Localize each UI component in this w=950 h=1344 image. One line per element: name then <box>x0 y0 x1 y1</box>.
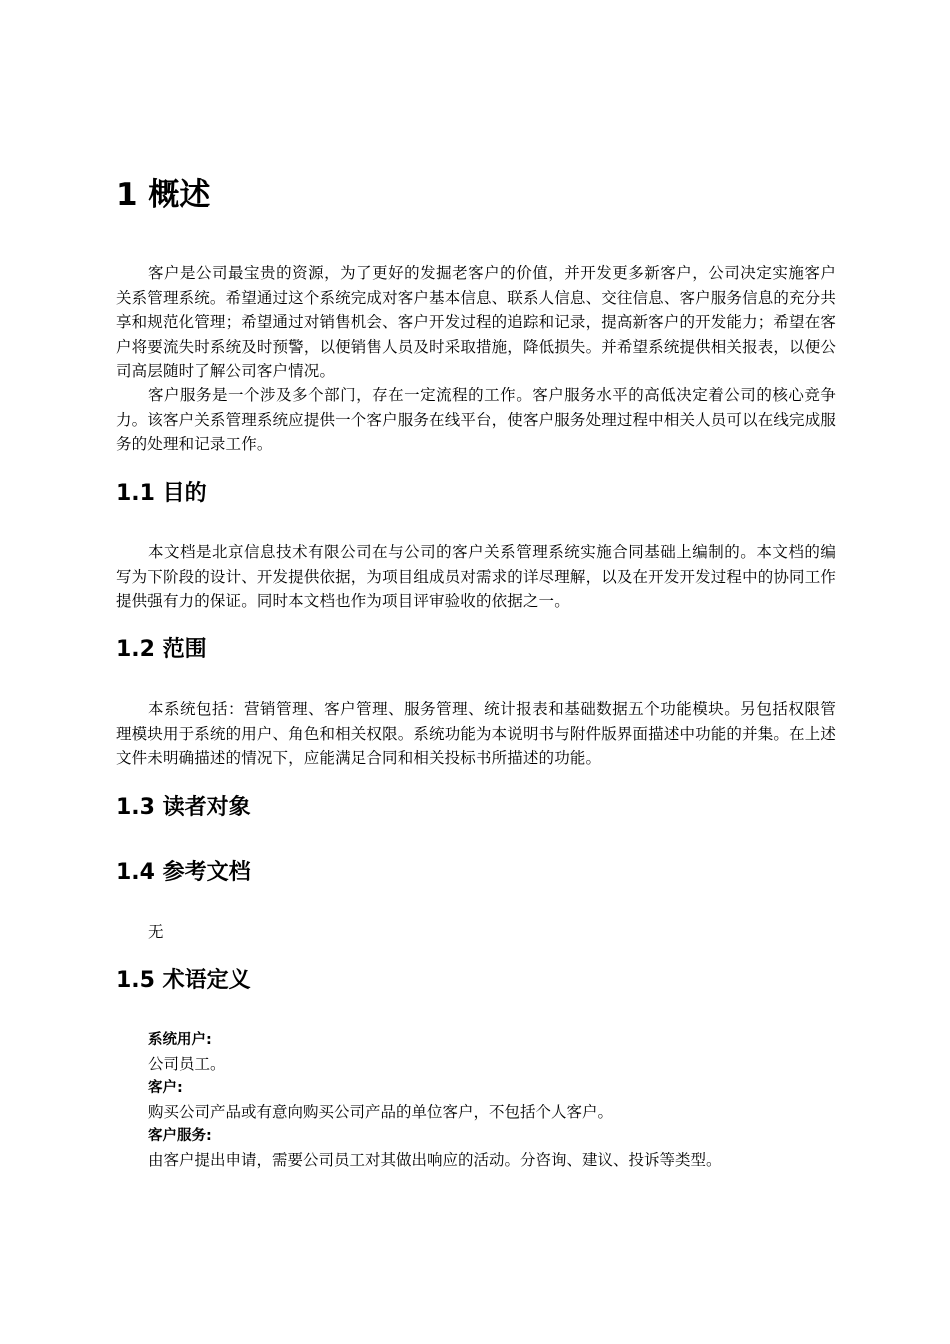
overview-paragraph-2: 客户服务是一个涉及多个部门，存在一定流程的工作。客户服务水平的高低决定着公司的核心竞争力。该客户关系管理系统应提供一个客户服务在线平台，使客户服务处理过程中相关人员可以在线完成服务的处理和记录工作。 <box>116 386 836 453</box>
term-label: 客户: <box>148 1080 183 1096</box>
references-heading: 1.4 参考文档 <box>116 860 251 885</box>
scope-heading: 1.2 范围 <box>116 637 207 662</box>
readers-heading: 1.3 读者对象 <box>116 795 251 820</box>
purpose-paragraph: 本文档是北京信息技术有限公司在与公司的客户关系管理系统实施合同基础上编制的。本文档的编写为下阶段的设计、开发提供依据，为项目组成员对需求的详尽理解，以及在开发开发过程中的协同工作提供强有力的保证。同时本文档也作为项目评审验收的依据之一。 <box>116 543 836 610</box>
references-content: 无 <box>148 923 164 941</box>
terms-heading: 1.5 术语定义 <box>116 968 251 993</box>
term-label: 系统用户: <box>148 1032 212 1048</box>
terms-list <box>148 1028 838 1172</box>
term-definition: 由客户提出申请，需要公司员工对其做出响应的活动。分咨询、建议、投诉等类型。 <box>148 1151 722 1169</box>
term-label: 客户服务: <box>148 1128 212 1144</box>
purpose-heading: 1.1 目的 <box>116 481 207 506</box>
term-definition: 公司员工。 <box>148 1055 226 1073</box>
scope-paragraph: 本系统包括：营销管理、客户管理、服务管理、统计报表和基础数据五个功能模块。另包括权限管理模块用于系统的用户、角色和相关权限。系统功能为本说明书与附件版界面描述中功能的并集。在上述文件未明确描述的情况下，应能满足合同和相关投标书所描述的功能。 <box>116 700 836 767</box>
overview-paragraph-1: 客户是公司最宝贵的资源，为了更好的发掘老客户的价值，并开发更多新客户，公司决定实施客户关系管理系统。希望通过这个系统完成对客户基本信息、联系人信息、交往信息、客户服务信息的充分共享和规范化管理；希望通过对销售机会、客户开发过程的追踪和记录，提高新客户的开发能力；希望在客户将要流失时系统及时预警，以便销售人员及时采取措施，降低损失。并希望系统提供相关报表，以便公司高层随时了解公司客户情况。 <box>116 264 836 380</box>
term-definition: 购买公司产品或有意向购买公司产品的单位客户，不包括个人客户。 <box>148 1103 614 1121</box>
overview-heading: 1 概述 <box>116 177 211 213</box>
